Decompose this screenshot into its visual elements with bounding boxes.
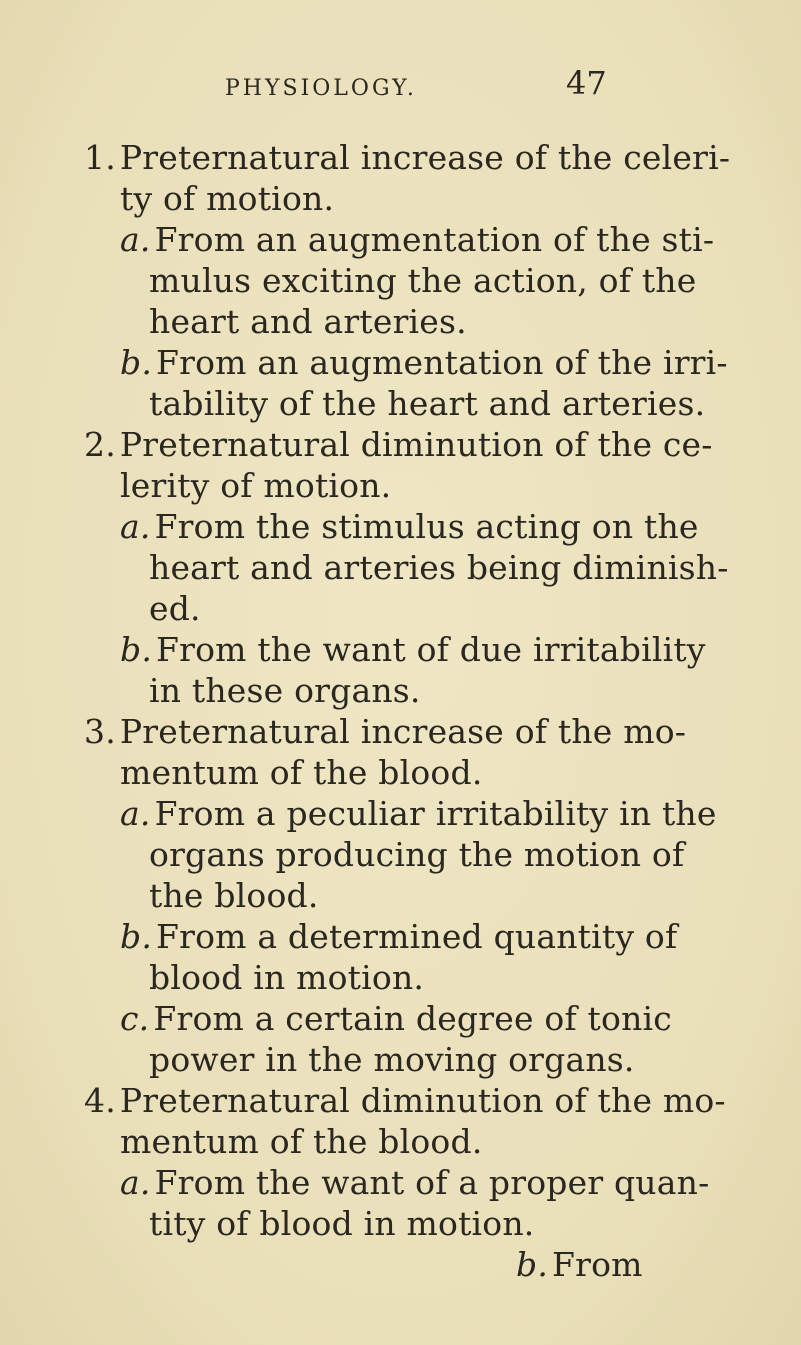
text-line xyxy=(120,1122,483,1162)
line-text: Preternatural increase of the celeri- xyxy=(119,138,731,177)
subsection-letter: c. xyxy=(120,999,150,1038)
text-line xyxy=(120,466,391,506)
catchword: From xyxy=(552,1245,643,1284)
page-number: 47 xyxy=(566,64,607,102)
text-line xyxy=(149,671,421,711)
subsection-letter: b. xyxy=(120,630,153,669)
section-number: 3. xyxy=(84,712,116,751)
line-text: mentum of the blood. xyxy=(120,753,483,792)
text-line xyxy=(120,507,699,547)
line-text: heart and arteries. xyxy=(149,302,467,341)
section-number: 4. xyxy=(84,1081,116,1120)
text-line xyxy=(149,384,705,424)
line-text: Preternatural diminution of the mo- xyxy=(119,1081,726,1120)
text-line xyxy=(120,917,677,957)
subsection-letter: a. xyxy=(120,794,151,833)
line-text: organs producing the motion of xyxy=(149,835,685,874)
line-text: blood in motion. xyxy=(149,958,425,997)
line-text: From the stimulus acting on the xyxy=(154,507,699,546)
line-text: ty of motion. xyxy=(120,179,335,218)
subsection-letter: b. xyxy=(120,917,153,956)
line-text: mulus exciting the action, of the xyxy=(149,261,697,300)
line-text: From a peculiar irritability in the xyxy=(154,794,717,833)
line-text: heart and arteries being diminish- xyxy=(149,548,729,587)
text-line xyxy=(149,958,424,998)
text-line xyxy=(120,999,672,1039)
line-text: From an augmentation of the irri- xyxy=(156,343,728,382)
text-line xyxy=(149,835,684,875)
text-line xyxy=(149,1040,635,1080)
line-text: From an augmentation of the sti- xyxy=(154,220,715,259)
text-line xyxy=(149,261,696,301)
text-line xyxy=(120,794,717,834)
text-line xyxy=(149,1204,535,1244)
text-line xyxy=(120,179,334,219)
subsection-letter: a. xyxy=(120,220,151,259)
line-text: From a certain degree of tonic xyxy=(153,999,672,1038)
text-line xyxy=(120,1163,709,1203)
line-text: the blood. xyxy=(149,876,319,915)
subsection-letter: b. xyxy=(120,343,153,382)
text-line xyxy=(84,425,713,465)
subsection-letter: a. xyxy=(120,1163,151,1202)
text-line xyxy=(149,589,201,629)
line-text: tability of the heart and arteries. xyxy=(149,384,706,423)
line-text: tity of blood in motion. xyxy=(149,1204,535,1243)
line-text: From a determined quantity of xyxy=(156,917,678,956)
text-line xyxy=(120,343,728,383)
running-head-title: PHYSIOLOGY. xyxy=(225,76,417,101)
subsection-letter: b. xyxy=(516,1245,549,1284)
running-head xyxy=(0,62,801,102)
text-line xyxy=(84,138,730,178)
text-line xyxy=(149,302,467,342)
line-text: ed. xyxy=(149,589,201,628)
text-line xyxy=(84,712,686,752)
line-text: in these organs. xyxy=(149,671,421,710)
line-text: From the want of a proper quan- xyxy=(154,1163,710,1202)
line-text: Preternatural diminution of the ce- xyxy=(119,425,713,464)
subsection-letter: a. xyxy=(120,507,151,546)
text-line xyxy=(120,220,714,260)
line-text: lerity of motion. xyxy=(120,466,392,505)
line-text: power in the moving organs. xyxy=(149,1040,635,1079)
catchword-line xyxy=(516,1245,643,1285)
section-number: 2. xyxy=(84,425,116,464)
text-line xyxy=(149,548,729,588)
line-text: mentum of the blood. xyxy=(120,1122,483,1161)
text-line xyxy=(84,1081,726,1121)
section-number: 1. xyxy=(84,138,116,177)
text-line xyxy=(149,876,319,916)
line-text: From the want of due irritability xyxy=(156,630,706,669)
text-line xyxy=(120,753,483,793)
line-text: Preternatural increase of the mo- xyxy=(119,712,687,751)
text-line xyxy=(120,630,706,670)
